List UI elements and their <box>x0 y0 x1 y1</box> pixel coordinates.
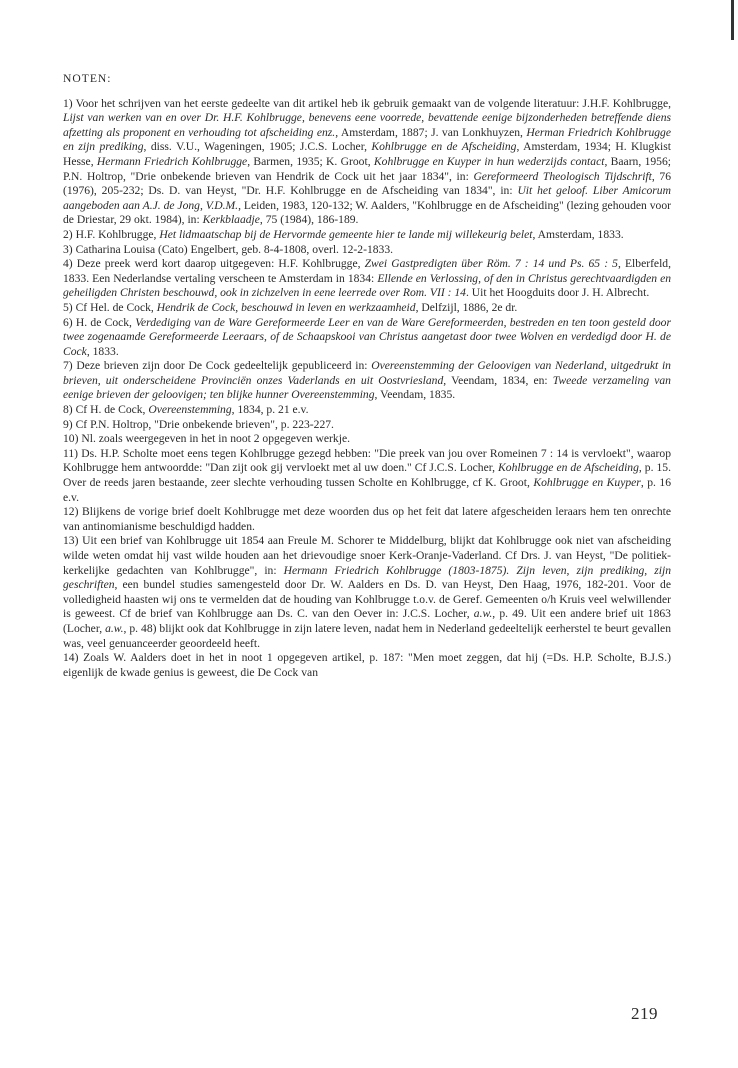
footnote-number: 9) <box>63 417 73 431</box>
footnote-text: , Amsterdam, 1833. <box>532 227 624 241</box>
footnote-number: 2) <box>63 227 73 241</box>
footnote-text: , een bundel studies samengesteld door Dr. W. Aalders en Ds. D. van Heyst, Den Haag, 1976, 182-201. Voor de volledigheid haasten wij ons te vermelden dat de houding van Kohlbrugge t.o.v. de Geref. Gemeenten o/h Kruis veel welwillender is geweest. Cf de brief van Kohlbrugge aan Ds. C. van den Oever in: J.C.S. Locher, <box>63 578 671 621</box>
footnote <box>63 403 671 418</box>
footnote <box>63 316 671 360</box>
footnote-title-italic: Uit het geloof. Liber Amicorum aangeboden aan A.J. de Jong, V.D.M. <box>63 184 671 212</box>
footnote-number: 7) <box>63 359 73 373</box>
footnote-text: Uit een brief van Kohlbrugge uit 1854 aan Freule M. Schorer te Middelburg, blijkt dat Kohlbrugge ook niet van afscheiding wilde weten omdat hij vast wilde houden aan het drievoudige snoer Kerk-Oranje-Vaderland. Cf Drs. J. van Heyst, "De politiek-kerkelijke gedachten van Kohlbrugge", in: <box>63 534 671 577</box>
footnote <box>63 257 671 301</box>
footnote-title-italic: Hermann Friedrich Kohlbrugge <box>96 154 248 168</box>
footnote-text: , Elberfeld, 1833. Een Nederlandse vertaling verscheen te Amsterdam in 1834: <box>63 257 671 285</box>
footnote-text: Ds. H.P. Scholte moet eens tegen Kohlbrugge gezegd hebben: "Die preek van jou over Romeinen 7 : 14 is vervloekt", waarop Kohlbrugge hem antwoordde: "Dan zijt ook gij vervloekt met al uw doen." Cf J.C.S. Locher, <box>63 446 671 475</box>
footnote-title-italic: Kohlbrugge en Kuyper <box>533 476 641 490</box>
footnote-number: 4) <box>63 257 73 271</box>
footnote-text: H. de Cock, <box>75 315 136 329</box>
footnote-number: 14) <box>63 651 79 665</box>
footnote-text: , Baarn, 1956; P.N. Holtrop, "Drie onbekende brieven van Hendrik de Cock uit het jaar 1834", in: <box>63 154 671 183</box>
footnote-title-italic: Ellende en Verlossing, of den in Christus gerechtvaardigden en geheiligden Christen beschouwd, ook in zichzelven in eene leerrede over Rom. VII : 14 <box>63 271 672 300</box>
footnote-number: 5) <box>63 300 73 314</box>
footnote-title-italic: Gereformeerd Theologisch Tijdschrift <box>473 169 652 183</box>
page-number: 219 <box>631 1004 658 1023</box>
footnote-text: , Veendam, 1835. <box>374 388 456 402</box>
footnote <box>63 534 671 651</box>
footnote-title-italic: Hendrik de Cock, beschouwd in leven en werkzaamheid <box>156 300 416 314</box>
footnote-number: 6) <box>63 315 73 329</box>
footnote-title-italic: Hermann Friedrich Kohlbrugge (1803-1875). Zijn leven, zijn prediking, zijn geschriften <box>63 563 672 592</box>
footnote-text: Blijkens de vorige brief doelt Kohlbrugge met deze woorden dus op het feit dat latere afgescheiden leraars hem ten onrechte van antinomianisme beschuldigd hadden. <box>63 505 671 533</box>
footnote-number: 13) <box>63 534 79 548</box>
footnote-text: , Delfzijl, 1886, 2e dr. <box>415 300 518 314</box>
footnote-text: , p. 15. Over de reeds jaren bestaande, zeer slechte verhouding tussen Scholte en Kohlbrugge, cf K. Groot, <box>63 461 671 490</box>
footnote-text: , p. 49. Uit een andere brief uit 1863 (Locher, <box>63 607 671 635</box>
footnote-text: Cf Hel. de Cock, <box>75 300 157 314</box>
footnote-text: , diss. V.U., Wageningen, 1905; J.C.S. Locher, <box>143 140 372 154</box>
footnote-text: , 76 (1976), 205-232; Ds. D. van Heyst, "Dr. H.F. Kohlbrugge en de Afscheiding van 1834", in: <box>63 169 671 198</box>
footnote-title-italic: Het lidmaatschap bij de Hervormde gemeente hier te lande mij willekeurig belet <box>159 227 533 241</box>
footnote-title-italic: Overeenstemming der Geloovigen van Nederland, uitgedrukt in brieven, uit onderscheidene Provinciën onzes Vaderlands en uit Oostvriesland <box>63 359 671 387</box>
footnote-title-italic: Kohlbrugge en de Afscheiding <box>498 461 639 475</box>
footnote-number: 3) <box>63 242 73 256</box>
page-edge-line <box>731 0 734 40</box>
footnote-number: 10) <box>63 432 79 446</box>
footnote-text: Deze brieven zijn door De Cock gedeeltelijk gepubliceerd in: <box>76 359 372 373</box>
footnote-title-italic: Lijst van werken van en over Dr. H.F. Kohlbrugge, benevens eene voorrede, bevattende eenige bijzonderheden betreffende diens afzetting als proponent en verhouding tot afscheiding enz. <box>63 111 671 139</box>
footnote-number: 1) <box>63 96 73 110</box>
footnote-title-italic: Overeenstemming <box>148 403 232 417</box>
footnote-text: , p. 48) blijkt ook dat Kohlbrugge in zijn latere leven, nadat hem in Nederland gedeeltelijk eerherstel te beurt gevallen was, veel genuanceerder geoordeeld heeft. <box>63 621 671 650</box>
footnote <box>63 359 671 403</box>
footnote-text: , 1834, p. 21 e.v. <box>231 403 309 417</box>
footnote-text: , Barmen, 1935; K. Groot, <box>247 154 374 168</box>
notes-list <box>63 97 671 681</box>
footnote <box>63 97 671 228</box>
footnote-number: 8) <box>63 403 73 417</box>
footnote <box>63 651 671 680</box>
footnote-number: 12) <box>63 505 79 519</box>
footnote-number: 11) <box>63 446 79 460</box>
footnote-title-italic: Tweede verzameling van eenige brieven der geloovigen; ten blijke hunner Overeenstemming <box>63 373 671 402</box>
footnote-title-italic: Kohlbrugge en de Afscheiding <box>371 140 517 154</box>
footnote <box>63 432 671 447</box>
footnote-text: Deze preek werd kort daarop uitgegeven: H.F. Kohlbrugge, <box>76 257 365 271</box>
footnote-text: Cf P.N. Holtrop, "Drie onbekende brieven", p. 223-227. <box>75 417 334 431</box>
footnote-text: Voor het schrijven van het eerste gedeelte van dit artikel heb ik gebruik gemaakt van de volgende literatuur: J.H.F. Kohlbrugge, <box>75 96 671 110</box>
footnote <box>63 228 671 243</box>
footnote-title-italic: Zwei Gastpredigten über Röm. 7 : 14 und Ps. 65 : 5 <box>364 257 618 271</box>
footnote-text: , p. 16 e.v. <box>63 476 671 504</box>
footnote <box>63 243 671 258</box>
footnote-text: , Amsterdam, 1887; J. van Lonkhuyzen, <box>335 125 527 139</box>
footnote-title-italic: a.w. <box>473 607 493 621</box>
footnote-text: , Leiden, 1983, 120-132; W. Aalders, "Kohlbrugge en de Afscheiding" (lezing gehouden voor de Driestar, 29 okt. 1984), in: <box>63 198 671 227</box>
footnote-title-italic: Verdediging van de Ware Gereformeerde Leer en van de Ware Gereformeerden, bestreden en ten toon gesteld door twee zogenaamde Gereformeerde Leeraars, of de Schaapskooi van Christus aangetast door twee Wolven en verdedigd door H. de Cock <box>63 315 671 358</box>
footnote <box>63 301 671 316</box>
footnote-text: Cf H. de Cock, <box>75 403 149 417</box>
notes-section <box>63 72 671 680</box>
footnote-text: Zoals W. Aalders doet in het in noot 1 opgegeven artikel, p. 187: "Men moet zeggen, dat hij (=Ds. H.P. Scholte, B.J.S.) eigenlijk de kwade genius is geweest, die De Cock van <box>63 651 671 679</box>
notes-heading: NOTEN: <box>63 72 112 85</box>
footnote <box>63 418 671 433</box>
footnote-text: . Uit het Hoogduits door J. H. Albrecht. <box>465 286 650 300</box>
footnote-title-italic: a.w. <box>105 621 124 635</box>
footnote-text: Nl. zoals weergegeven in het in noot 2 opgegeven werkje. <box>81 432 350 446</box>
footnote-text: , 75 (1984), 186-189. <box>259 213 359 227</box>
footnote-text: Catharina Louisa (Cato) Engelbert, geb. 8-4-1808, overl. 12-2-1833. <box>75 242 394 256</box>
footnote <box>63 505 671 534</box>
footnote-title-italic: Kerkblaadje <box>202 213 260 227</box>
footnote-text: , Veendam, 1834, en: <box>443 373 553 387</box>
footnote-text: , Amsterdam, 1934; H. Klugkist Hesse, <box>63 140 671 168</box>
footnote-title-italic: Kohlbrugge en Kuyper in hun wederzijds contact <box>373 154 605 168</box>
footnote-text: , 1833. <box>86 344 119 358</box>
footnote-text: H.F. Kohlbrugge, <box>75 227 160 241</box>
footnote-title-italic: Herman Friedrich Kohlbrugge en zijn prediking <box>63 125 671 154</box>
footnote <box>63 447 671 505</box>
